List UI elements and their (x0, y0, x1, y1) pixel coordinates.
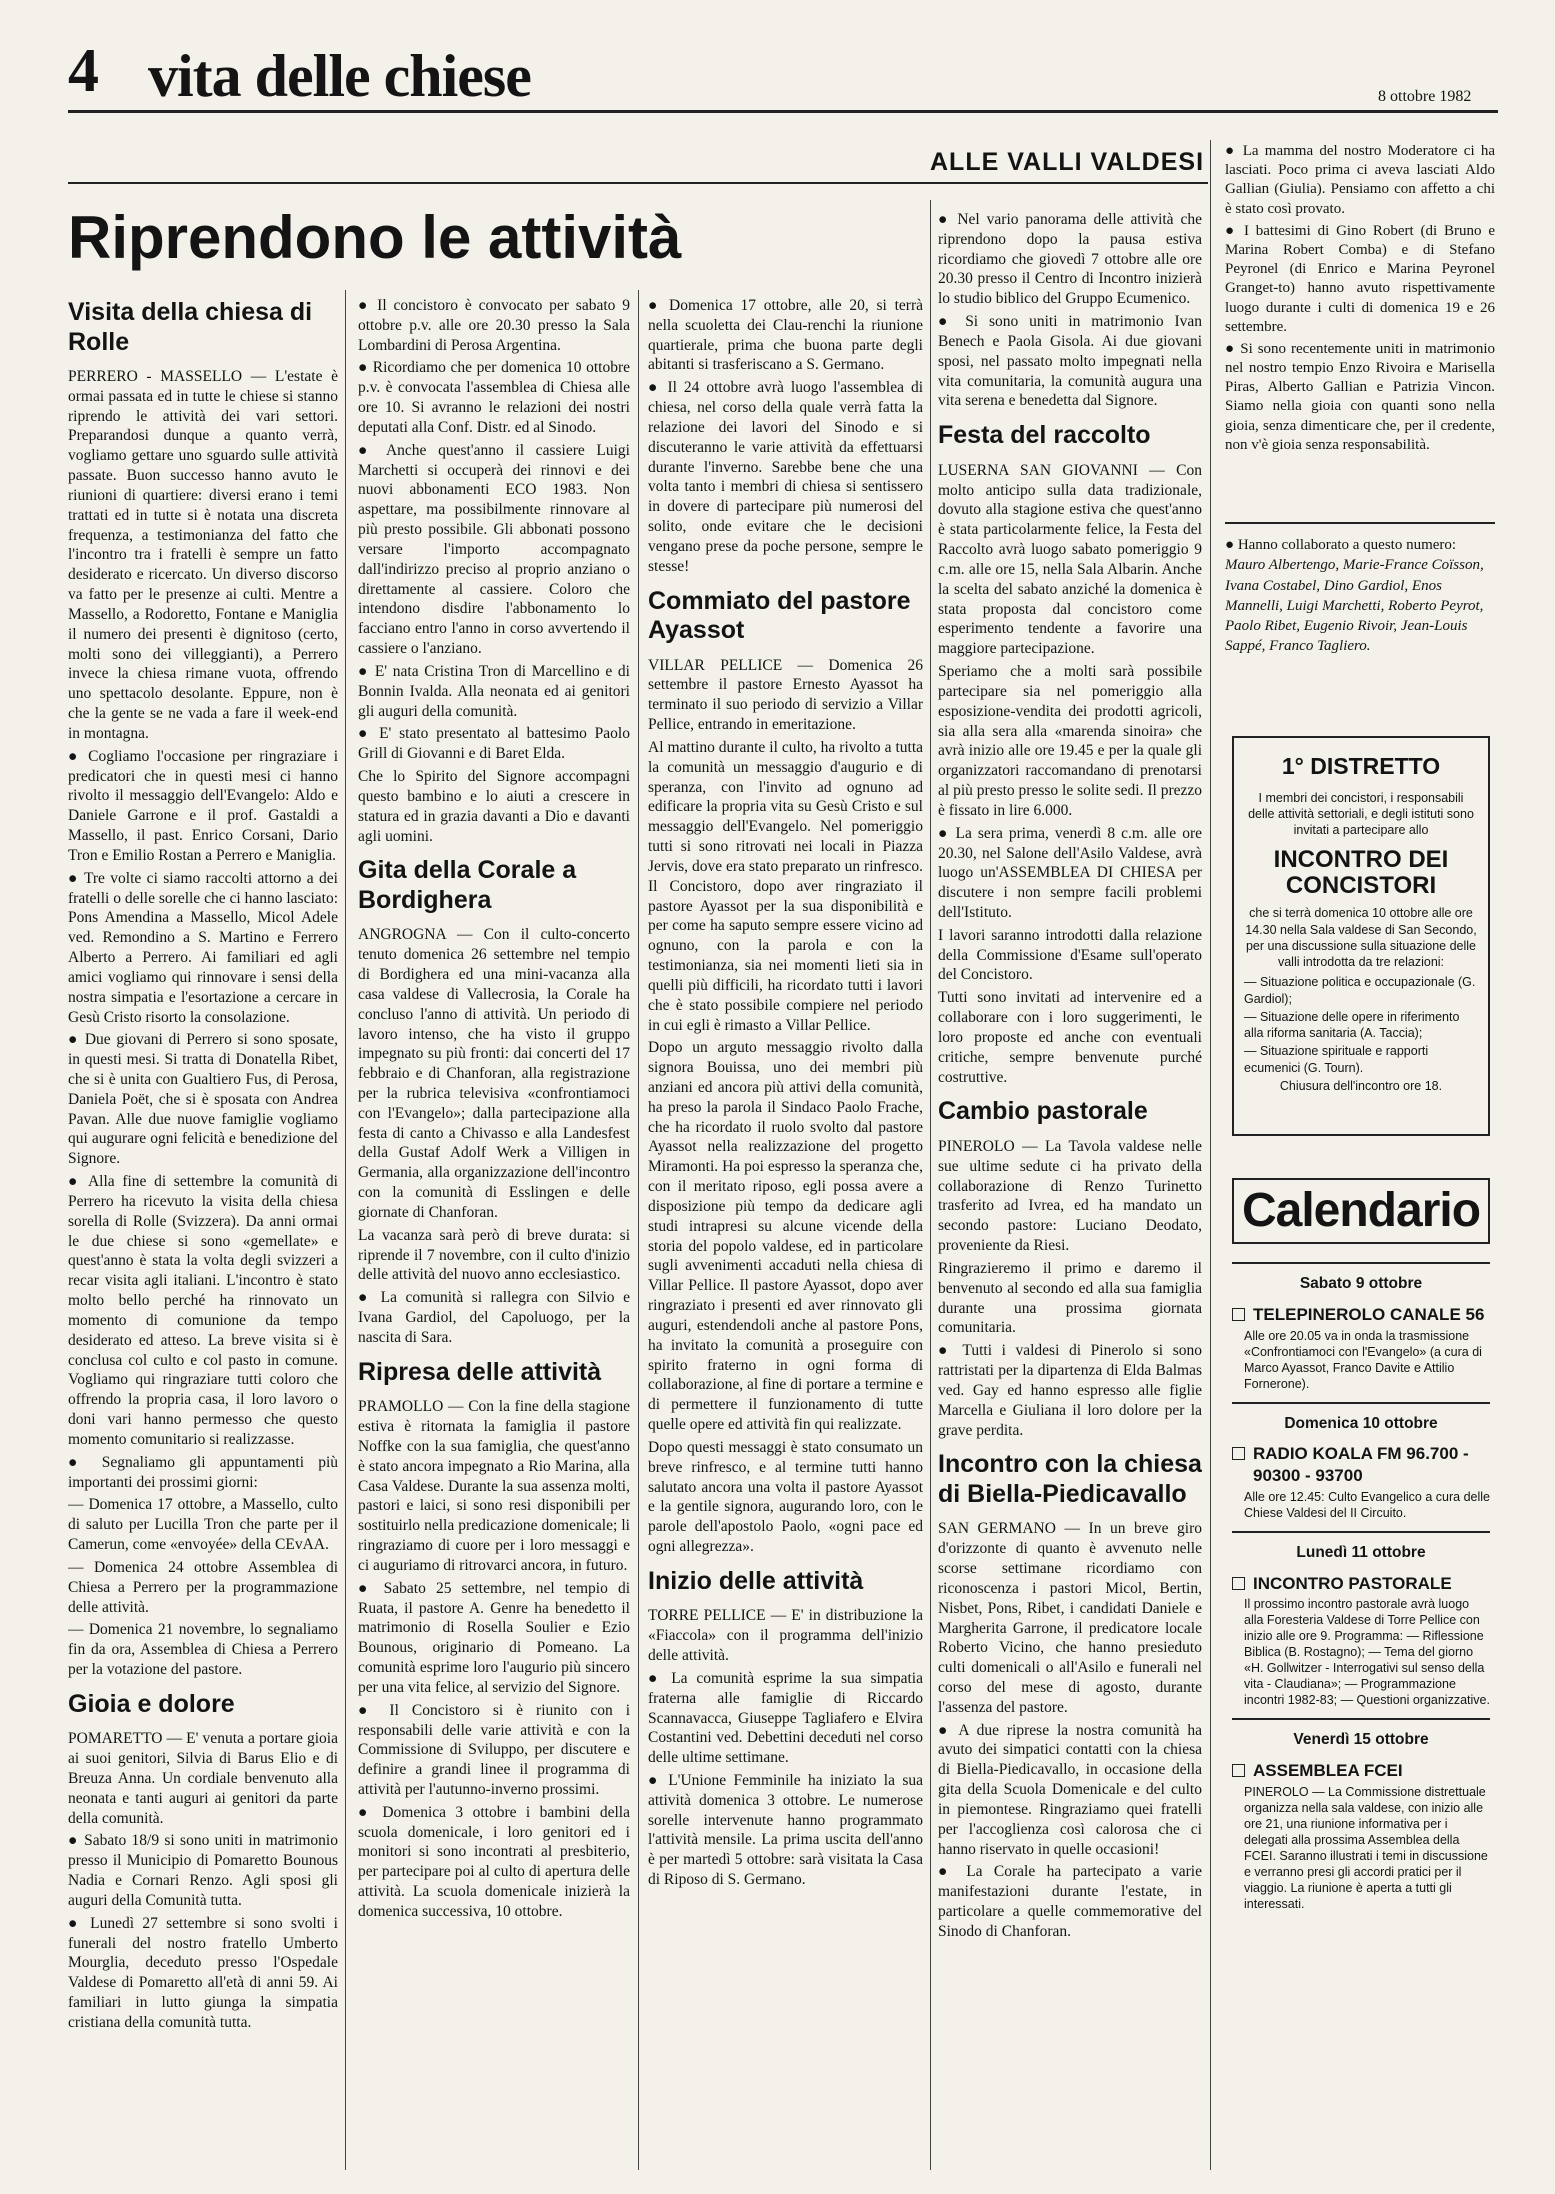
article-paragraph: ● A due riprese la nostra comunità ha avuto dei simpatici contatti con la chiesa di Biella-Piedicavallo, in occasione della gita della Scuola Domenicale e del culto in piemontese. Ringraziamo quei fratelli per l'accoglienza così calorosa che ci hanno riservato in quelle occasioni! (938, 1721, 1202, 1858)
article-paragraph: PERRERO - MASSELLO — L'estate è ormai passata ed in tutte le chiese si stanno riprendo le attività dei vari settori. Preparandosi dunque a quanto verrà, vogliamo gettare uno sguardo sulle attività passate. Buon successo hanno avuto le riunioni di quartiere: diversi erano i temi trattati ed in tutte si è notata una discreta frequenza, a testimonianza del fatto che l'incontro tra i fratelli è sempre un fatto desiderato e ricercato. Un diverso discorso va fatto per le presenze ai culti. Mentre a Massello, a Rodoretto, Fontane e Maniglia il numero dei presenti è dignitoso (certo, molti sono dei villeggianti), a Perrero invece la chiesa rimane vuota, offrendo uno spettacolo desolante. Eppure, non è che la gente se ne vada a fare il week-end in montagna. (68, 368, 338, 742)
issue-date: 8 ottobre 1982 (1378, 88, 1472, 105)
article-paragraph: ANGROGNA — Con il culto-concerto tenuto domenica 26 settembre nel tempio di Bordighera ed una mini-vacanza alla casa valdese di Vallecrosia, la Corale ha concluso l'anno di attività. Un periodo di lavoro intenso, che ha visto il gruppo impegnato su più fronti: dai concerti del 17 febbraio e di Chanforan, alla registrazione per la rubrica televisiva «confrontiamoci con l'Evangelo»; dalla partecipazione alla festa di canto a Chivasso e alla Landesfest della Gustaf Adolf Werk a Villigen in Germania, alla organizzazione dell'incontro con la comunità di Esslingen e delle giornate di Chanforan. (358, 926, 630, 1221)
masthead-title: vita delle chiese (148, 43, 531, 109)
article-paragraph: — Domenica 17 ottobre, a Massello, culto di saluto per Lucilla Tron che parte per il Camerun, come «envoyée» della CEvAA. (68, 1496, 338, 1554)
article-title: Inizio delle attività (648, 1566, 864, 1595)
collaborators (1225, 535, 1495, 657)
calendar-day: Domenica 10 ottobre (1232, 1402, 1490, 1442)
article-title: Cambio pastorale (938, 1097, 1148, 1126)
section-tag: ALLE VALLI VALDESI (930, 148, 1205, 176)
article-paragraph: TORRE PELLICE — E' in distribuzione la «Fiaccola» con il programma dell'inizio delle attività. (648, 1607, 923, 1665)
article-paragraph: ● Alla fine di settembre la comunità di Perrero ha ricevuto la visita della chiesa sorella di Rolle (Svizzera). Da anni ormai le due chiese si sono «gemellate» e quest'anno è stata la volta degli svizzeri a recar visita agli italiani. L'incontro è stato molto bello perché ha rinnovato un momento di comunione da tempo desiderato ed atteso. La breve visita si è conclusa col culto e col pasto in comune. Vogliamo qui ringraziare tutti coloro che offrendo la propria casa, il loro lavoro o doni vari hanno permesso che questo momento comunitario si realizzasse. (68, 1173, 338, 1448)
column-1 (68, 288, 338, 2178)
column-2 (358, 296, 630, 2178)
checkbox-icon (1232, 1308, 1245, 1321)
article-paragraph: ● Sabato 18/9 si sono uniti in matrimonio presso il Municipio di Pomaretto Bounous Nadia e Cornari Renzo. Agli sposi gli auguri della Comunità tutta. (68, 1832, 338, 1909)
article-paragraph: ● Domenica 17 ottobre, alle 20, si terrà nella scuoletta dei Clau-renchi la riunione quartierale, prima che buona parte degli abitanti si trasferiscano a S. Germano. (648, 297, 923, 374)
calendar-program (1232, 1760, 1490, 1782)
bullet: ● (1225, 537, 1238, 553)
column-rule (638, 290, 639, 2170)
column-rule (1210, 140, 1211, 2170)
article-title: Visita della chiesa di Rolle (68, 298, 313, 356)
masthead-rule (68, 110, 1498, 113)
district-event-title: INCONTRO DEI CONCISTORI (1273, 845, 1449, 900)
article-paragraph: ● Due giovani di Perrero si sono sposate, in questi mesi. Si tratta di Donatella Ribet, che si è unita con Gualtiero Fus, di Perosa, Daniela Poët, che si è sposata con Andrea Pavan. Alle due nuove famiglie vogliamo qui augurare ogni felicità e benedizione del Signore. (68, 1031, 338, 1168)
article-paragraph: I lavori saranno introdotti dalla relazione della Commissione d'Esame sull'operato del Concistoro. (938, 926, 1202, 984)
calendar-desc: Il prossimo incontro pastorale avrà luogo alla Foresteria Valdese di Torre Pellice con inizio alle ore 9. Programma: — Riflessione Biblica (B. Rostagno); — Tema del giorno «H. Gollwitzer - Interrogativi sul senso della vita - Claudiana»; — Programmazione incontri 1982-83; — Questioni organizzative. (1244, 1597, 1490, 1708)
article-paragraph: Ringrazieremo il primo e daremo il benvenuto al secondo ed alla sua famiglia durante una prossima giornata comunitaria. (938, 1259, 1202, 1337)
calendar-title: Calendario (1232, 1178, 1490, 1244)
article-paragraph: VILLAR PELLICE — Domenica 26 settembre il pastore Ernesto Ayassot ha terminato il suo periodo di servizio a Villar Pellice, entrando in emeritazione. (648, 656, 923, 734)
article-title: Commiato del pastore Ayassot (648, 586, 911, 645)
calendar-day: Venerdì 15 ottobre (1232, 1718, 1490, 1758)
calendar (1232, 1262, 1490, 1922)
article-paragraph: ● I battesimi di Gino Robert (di Bruno e Marina Robert Comba) e di Stefano Peyronel (di Enrico e Marina Peyronel Granget-to) hanno avuto rispettivamente luogo durante i culti di domenica 19 e 26 settembre. (1225, 222, 1495, 335)
checkbox-icon (1232, 1577, 1245, 1590)
article-paragraph: ● Si sono uniti in matrimonio Ivan Benech e Paola Gisola. Ai due giovani sposi, nel passato molto impegnati nella vita comunitaria, la comunità augura una vita serena e benedetta dal Signore. (938, 313, 1202, 410)
column-4 (938, 210, 1202, 2178)
calendar-program-name: RADIO KOALA FM 96.700 - 90300 - 93700 (1253, 1444, 1469, 1486)
article-paragraph: ● Cogliamo l'occasione per ringraziare i predicatori che in questi mesi ci hanno rivolto il messaggio dell'Evangelo: Aldo e Daniele Garrone e il prof. Gastaldi a Massello, il past. Enrico Corsani, Dario Tron e Emilio Rostan a Perrero e Maniglia. (68, 747, 338, 864)
article-paragraph: ● La comunità esprime la sua simpatia fraterna alle famiglie di Riccardo Scannavacca, Giuseppe Tagliafero e Elvira Costantini ved. Debettini deceduti nel corso delle ultime settimane. (648, 1669, 923, 1767)
district-items (1244, 974, 1478, 1076)
article-paragraph: ● La mamma del nostro Moderatore ci ha lasciati. Poco prima ci aveva lasciati Aldo Gallian (Giulia). Pensiamo con affetto a chi è stato così provato. (1225, 143, 1495, 217)
article-paragraph: Speriamo che a molti sarà possibile partecipare sia nel pomeriggio alla esposizione-vendita dei prodotti agricoli, sia alla sera alla «marenda sinoira» che avrà inizio alle ore 19.45 e per la quale gli organizzatori raccomandano di prenotarsi al più presto presso le solite sedi. Il prezzo è fissato in lire 6.000. (938, 663, 1202, 819)
article-paragraph: ● La sera prima, venerdì 8 c.m. alle ore 20.30, nel Salone dell'Asilo Valdese, avrà luogo un'ASSEMBLEA DI CHIESA per discutere i non sempre facili problemi dell'Istituto. (938, 824, 1202, 921)
calendar-program-name: TELEPINEROLO CANALE 56 (1253, 1304, 1485, 1324)
collaborators-intro: Hanno collaborato a questo numero: (1237, 537, 1457, 553)
calendar-program (1232, 1573, 1490, 1595)
column-rule (930, 200, 931, 2170)
article-paragraph: — Domenica 24 ottobre Assemblea di Chiesa a Perrero per la programmazione delle attività. (68, 1558, 338, 1616)
article-paragraph: SAN GERMANO — In un breve giro d'orizzonte di quanto è avvenuto nelle scorse settimane ricordiamo con riconoscenza i pastori Micol, Bertin, Nisbet, Pons, Ribet, i candidati Daniele e Margherita Garrone, il predicatore locale Roberto Vicino, che hanno presieduto culti domenicali o all'Asilo e funerali nel corso del mese di agosto, durante l'assenza del pastore. (938, 1520, 1202, 1716)
district-item: — Situazione delle opere in riferimento alla riforma sanitaria (A. Taccia); (1244, 1009, 1460, 1041)
article-paragraph: Al mattino durante il culto, ha rivolto a tutta la comunità un messaggio d'augurio e di speranza, con l'invito ad ognuno ad edificare la propria vita su Gesù Cristo e sul messaggio dell'Evangelo. Nel pomeriggio tutti si sono ritrovati nei locali in Piazza Jervis, dove era stato preparato un rinfresco. Il Concistoro, dopo aver ringraziato il pastore Ayassot per la sua disponibilità e per come ha saputo sempre essere vicino ad ognuno, con la parola e con la testimonianza, sia nei momenti lieti sia in quelli più difficili, ha ricordato tutti i lavori che è stato possibile compiere nel periodo in cui egli è rimasto a Villar Pellice. (648, 738, 923, 1034)
district-item: — Situazione spirituale e rapporti ecumenici (G. Tourn). (1244, 1044, 1429, 1075)
checkbox-icon (1232, 1447, 1245, 1460)
article-paragraph: ● Il concistoro è convocato per sabato 9 ottobre p.v. alle ore 20.30 presso la Sala Lombardini di Perosa Argentina. (358, 297, 630, 354)
article-paragraph: PRAMOLLO — Con la fine della stagione estiva è ritornata la famiglia il pastore Noffke con la sua famiglia, che quest'anno è stato ancora impegnato a Rio Marina, alla Casa Valdese. Durante la sua assenza molti, pastori e laici, si sono resi disponibili per sostituirlo nella predicazione domenicale; li ringraziamo di cuore per i loro messaggi e ci auguriamo di ritrovarci ancora, in futuro. (358, 1398, 630, 1574)
district-intro: I membri dei concistori, i responsabili delle attività settoriali, e degli istituti sono invitati a partecipare allo (1248, 790, 1474, 838)
checkbox-icon (1232, 1764, 1245, 1777)
calendar-day: Lunedì 11 ottobre (1232, 1531, 1490, 1571)
article-paragraph: Tutti sono invitati ad intervenire ed a collaborare con i loro suggerimenti, le loro proposte ed anche con eventuali critiche, sempre benvenute purché costruttive. (938, 989, 1202, 1086)
article-paragraph: La vacanza sarà però di breve durata: si riprende il 7 novembre, con il culto d'inizio delle attività del nuovo anno ecclesiastico. (358, 1226, 630, 1284)
article-title: Incontro con la chiesa di Biella-Piedicavallo (938, 1450, 1202, 1508)
calendar-program (1232, 1304, 1490, 1326)
article-paragraph: ● Segnaliamo gli appuntamenti più importanti dei prossimi giorni: (68, 1453, 338, 1491)
section-rule (68, 182, 1208, 184)
article-paragraph: Che lo Spirito del Signore accompagni questo bambino e lo aiuti a crescere in statura ed in grazia davanti a Dio e davanti agli uomini. (358, 768, 630, 845)
article-title: Gita della Corale a Bordighera (358, 856, 577, 914)
district-box (1232, 736, 1490, 1136)
calendar-desc: Alle ore 12.45: Culto Evangelico a cura delle Chiese Valdesi del II Circuito. (1244, 1489, 1490, 1520)
article-paragraph: ● La Corale ha partecipato a varie manifestazioni durante l'estate, in particolare a quelle commemorative del Sinodo di Chanforan. (938, 1863, 1202, 1940)
calendar-program-name: INCONTRO PASTORALE (1253, 1573, 1452, 1593)
column-3 (648, 296, 923, 2178)
collaborators-rule (1225, 522, 1495, 524)
article-paragraph: ● E' stato presentato al battesimo Paolo Grill di Giovanni e di Baret Elda. (358, 725, 630, 763)
article-paragraph: ● Domenica 3 ottobre i bambini della scuola domenicale, i loro genitori ed i monitori si sono incontrati al presbiterio, per partecipare poi al culto di apertura delle attività. La scuola domenicale inizierà la domenica successiva, 10 ottobre. (358, 1803, 630, 1920)
calendar-desc: Alle ore 20.05 va in onda la trasmissione «Confrontiamoci con l'Evangelo» (a cura di Marco Ayassot, Franco Davite e Attilio Fornerone). (1244, 1328, 1482, 1391)
article-title: Gioia e dolore (68, 1689, 235, 1718)
article-paragraph: ● Anche quest'anno il cassiere Luigi Marchetti si occuperà dei rinnovi e dei nuovi abbonamenti ECO 1983. Non aspettare, ma possibilmente rinnovare al più presto possibile. Gli abbonati possono versare l'importo accompagnato dall'indirizzo preciso al proprio anziano o direttamente al cassiere. Coloro che intendono disdire l'abbonamento lo facciano entro l'anno in corso avvertendo il cassiere o l'anziano. (358, 441, 630, 658)
collaborators-names: Mauro Albertengo, Marie-France Coïsson, Ivana Costabel, Dino Gardiol, Enos Mannelli, Luigi Marchetti, Roberto Peyrot, Paolo Ribet, Eugenio Rivoir, Jean-Louis Sappé, Franco Tagliero. (1225, 557, 1484, 655)
article-paragraph: ● Lunedì 27 settembre si sono svolti i funerali del nostro fratello Umberto Mourglia, deceduto presso l'Ospedale Valdese di Pomaretto all'età di anni 59. Ai familiari in lutto giunga la simpatia cristiana della comunità tutta. (68, 1914, 338, 2031)
calendar-program-name: ASSEMBLEA FCEI (1253, 1761, 1403, 1781)
district-title: 1° DISTRETTO (1281, 753, 1441, 779)
article-paragraph: ● Si sono recentemente uniti in matrimonio nel nostro tempio Enzo Rivoira e Marisella Piras, Alberto Gallian e Patrizia Vincon. Siamo nella gioia con quanti sono nella gioia, senza dimenticare che, per il credente, non v'è gioia senza responsabilità. (1225, 340, 1495, 453)
article-paragraph: ● Nel vario panorama delle attività che riprendono dopo la pausa estiva ricordiamo che giovedì 7 ottobre alle ore 20.30 presso il Centro di Incontro inizierà lo studio biblico del Gruppo Ecumenico. (938, 211, 1202, 308)
article-paragraph: ● L'Unione Femminile ha iniziato la sua attività domenica 3 ottobre. Le numerose sorelle intervenute hanno programmato l'attività mensile. La prima uscita dell'anno è per martedì 5 ottobre: sarà visitata la Casa di Riposo di S. Germano. (648, 1771, 923, 1889)
column-5 (1225, 142, 1495, 512)
article-paragraph: PINEROLO — La Tavola valdese nelle sue ultime sedute ci ha privato della collaborazione di Renzo Turinetto trasferito ad Ivrea, ed ha mandato un secondo pastore: Luciano Deodato, proveniente da Riesi. (938, 1137, 1202, 1255)
article-paragraph: ● E' nata Cristina Tron di Marcellino e di Bonnin Ivalda. Alla neonata ed ai genitori gli auguri della comunità. (358, 662, 630, 720)
main-headline: Riprendono le attività (68, 204, 682, 271)
article-title: Ripresa delle attività (358, 1357, 602, 1386)
article-paragraph: LUSERNA SAN GIOVANNI — Con molto anticipo sulla data tradizionale, dovuto alla stagione estiva che quest'anno è stata particolarmente felice, la Festa del Raccolto avrà luogo sabato pomeriggio 9 c.m. alle ore 15, nella Sala Albarin. Anche la scelta del sabato anziché la domenica è stata proposta dal concistoro come esperimento tendente a favorire una maggiore partecipazione. (938, 461, 1202, 658)
article-paragraph: POMARETTO — E' venuta a portare gioia ai suoi genitori, Silvia di Barus Elio e di Breuza Anna. Un cordiale benvenuto alla neonata e tanti auguri ai genitori da parte della comunità. (68, 1730, 338, 1827)
article-paragraph: ● Il Concistoro si è riunito con i responsabili delle varie attività e con la Commissione di Sviluppo, per discutere e definire a grandi linee il programma di attività per l'autunno-inverno prossimi. (358, 1701, 630, 1798)
article-paragraph: Dopo un arguto messaggio rivolto dalla signora Bouissa, uno dei membri più anziani ed ancora più attivi della comunità, ha preso la parola il Sindaco Paolo Frache, che ha ricordato il ruolo svolto dal pastore Ayassot nella realizzazione del progetto Miramonti. Ha poi espresso la speranza che, con il meritato riposo, egli possa avere a disposizione più tempo da dedicare agli studi intrapresi su alcune vicende della storia del popolo valdese, ed in particolare sugli avvenimenti accaduti nella chiesa di Villar Pellice. Il pastore Ayassot, dopo aver ringraziato i presenti ed aver rinnovato gli auguri, estendendoli anche al pastore Pons, ha invitato la comunità a proseguire con spirito fraterno in ogni forma di collaborazione, al fine di portare a termine e di permettere il funzionamento di tutte quelle opere ed attività fin qui realizzate. (648, 1039, 923, 1434)
district-item: — Situazione politica e occupazionale (G. Gardiol); (1244, 975, 1476, 1006)
article-paragraph: ● Il 24 ottobre avrà luogo l'assemblea di chiesa, nel corso della quale verrà fatta la relazione dei lavori del Sinodo e si discuteranno le varie attività da effettuarsi durante l'inverno. Sarebbe bene che una volta tanto i membri di chiesa si sentissero in dovere di partecipare più numerosi del solito, onde evitare che le decisioni vengano prese da poche persone, sempre le stesse! (648, 379, 923, 575)
article-paragraph: ● Sabato 25 settembre, nel tempio di Ruata, il pastore A. Genre ha benedetto il matrimonio di Rosella Soulier e Ezio Bounous, originario di Pomeano. La comunità esprime loro l'augurio più sincero per una vita felice, al servizio del Signore. (358, 1579, 630, 1696)
calendar-desc: PINEROLO — La Commissione distrettuale organizza nella sala valdese, con inizio alle ore 21, una riunione informativa per i delegati alla prossima Assemblea della FCEI. Saranno illustrati i temi in discussione e verranno presi gli accordi pratici per il viaggio. La riunione è aperta a tutti gli interessati. (1244, 1785, 1488, 1912)
article-paragraph: ● La comunità si rallegra con Silvio e Ivana Gardiol, del Capoluogo, per la nascita di Sara. (358, 1289, 630, 1346)
article-title: Festa del raccolto (938, 421, 1151, 450)
page-number: 4 (68, 37, 99, 105)
column-rule (345, 290, 346, 2170)
district-closing: Chiusura dell'incontro ore 18. (1279, 1078, 1443, 1093)
article-paragraph: — Domenica 21 novembre, lo segnaliamo fin da ora, Assemblea di Chiesa a Perrero per la votazione del pastore. (68, 1621, 338, 1678)
calendar-day: Sabato 9 ottobre (1232, 1262, 1490, 1302)
article-paragraph: ● Tutti i valdesi di Pinerolo si sono rattristati per la dipartenza di Elda Balmas ved. Gay ed hanno espresso alle figlie Marcella e Giuliana il loro dolore per la grave perdita. (938, 1342, 1202, 1439)
district-details: che si terrà domenica 10 ottobre alle ore 14.30 nella Sala valdese di San Secondo, per una discussione sulla situazione delle valli introdotta da tre relazioni: (1245, 906, 1477, 970)
calendar-program (1232, 1443, 1490, 1487)
article-paragraph: ● Tre volte ci siamo raccolti attorno a dei fratelli o delle sorelle che ci hanno lasciato: Pons Amendina a Massello, Micol Adele ved. Remondino a S. Martino e Ferrero Alberto a Perrero. Ai familiari ed agli amici vogliamo qui rinnovare i sensi della nostra simpatia e l'esortazione a cercare in Gesù Cristo risorto la consolazione. (68, 869, 338, 1026)
article-paragraph: Dopo questi messaggi è stato consumato un breve rinfresco, e al termine tutti hanno salutato ancora una volta il pastore Ayassot e la gentile signora, augurando loro, con le parole dell'apostolo Paolo, «ogni pace ed ogni allegrezza». (648, 1438, 923, 1556)
article-paragraph: ● Ricordiamo che per domenica 10 ottobre p.v. è convocata l'assemblea di Chiesa alle ore 10. Si avranno le relazioni dei nostri deputati alla Conf. Distr. ed al Sinodo. (358, 359, 630, 436)
